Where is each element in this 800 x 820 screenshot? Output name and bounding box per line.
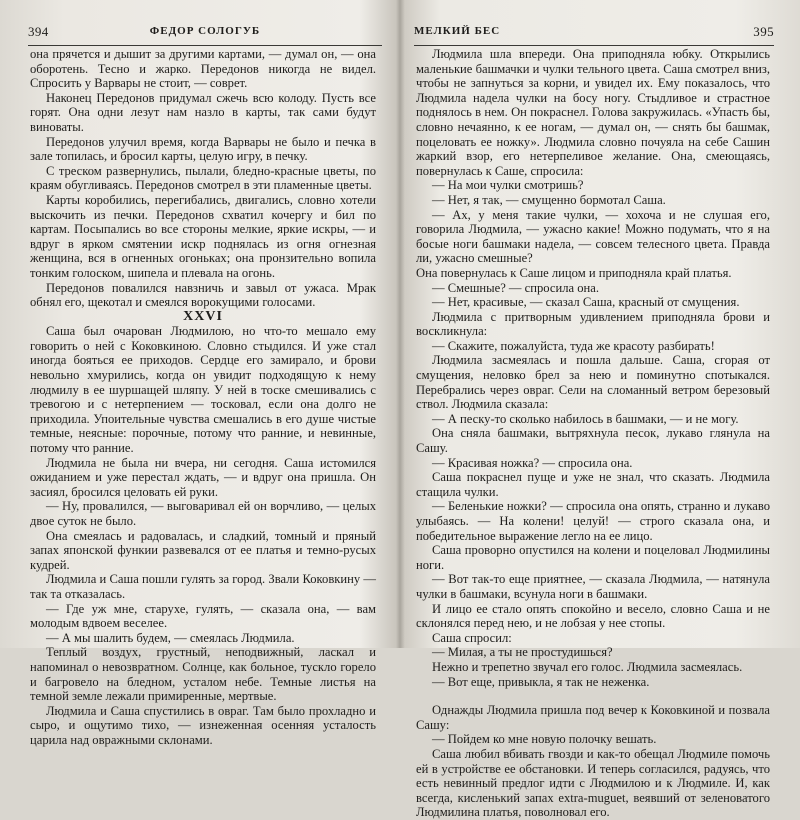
paragraph: Людмила и Саша пошли гулять за город. Звали Коковкину — так та отказалась. (30, 572, 376, 601)
left-text-before-chapter (30, 47, 376, 310)
paragraph: — Скажите, пожалуйста, туда же красоту разбирать! (432, 338, 715, 353)
paragraph: она прячется и дышит за другими картами, — думал он, — она оборотень. Тесно и жарко. Передонов никогда не видел. Спросить у Варвары не стоит, — соврет. (30, 47, 376, 91)
right-page-header (414, 24, 774, 46)
page-number: 394 (28, 24, 49, 39)
paragraph: — Пойдем ко мне новую полочку вешать. (432, 732, 657, 747)
right-text-after-break (416, 703, 770, 820)
left-page-header (28, 24, 382, 46)
paragraph: — Смешные? — спросила она. (432, 280, 600, 295)
paragraph: — Нет, я так, — смущенно бормотал Саша. (432, 192, 666, 207)
paragraph: Людмила не была ни вчера, ни сегодня. Саша истомился ожиданием и уже перестал ждать, — и вдруг она пришла. Он засиял, бросился целовать ей руки. (30, 455, 376, 499)
section-break (416, 689, 770, 703)
paragraph: Наконец Передонов придумал сжечь всю колоду. Пусть все горят. Она одни лезут нам назло в карты, так сами будут виноваты. (30, 90, 376, 134)
paragraph: — Ах, у меня такие чулки, — хохоча и не слушая его, говорила Людмила, — ужасно какие! Можно подумать, что я на босые ноги башмаки надела, — совсем телесного цвета. Правда ли, ужасно смешные? (416, 207, 770, 266)
paragraph: Она смеялась и радовалась, и сладкий, томный и пряный запах японской функии развевался от ее платья и темно-русых кудрей. (30, 528, 376, 572)
paragraph: Передонов повалился навзничь и завыл от ужаса. Мрак обнял его, щекотал и смеялся ворокущими голосами. (30, 280, 376, 310)
paragraph: Нежно и трепетно звучал его голос. Людмила засмеялась. (432, 659, 743, 674)
left-text-after-chapter (30, 324, 376, 747)
right-text-before-break (416, 47, 770, 689)
paragraph: Саша проворно опустился на колени и поцеловал Людмилины ноги. (416, 543, 770, 572)
left-page (0, 0, 398, 747)
paragraph: С треском развернулись, пылали, бледно-красные цветы, по краям обугливаясь. Передонов смотрел в эти пламенные цветы. (30, 163, 376, 193)
right-page (402, 0, 800, 820)
paragraph: — Нет, красивые, — сказал Саша, красный от смущения. (432, 295, 740, 310)
paragraph: Людмила с притворным удивлением приподняла брови и воскликнула: (416, 309, 770, 339)
right-page-text (416, 47, 770, 820)
running-head: ФЕДОР СОЛОГУБ (149, 25, 261, 37)
paragraph: — Вот еще, привыкла, я так не неженка. (432, 674, 650, 689)
paragraph: Она повернулась к Саше лицом и приподняла край платья. (416, 265, 732, 280)
paragraph: Саша любил вбивать гвозди и как-то обещал Людмиле помочь ей в устройстве ее обстановки. И теперь согласился, радуясь, что есть невинный предлог идти с Людмилою и к Людмиле. И, как всегда, кисленький запах extra-muguet, веявший от зеленоватого Людмилина платья, поволновал его. (416, 746, 770, 820)
paragraph: — Беленькие ножки? — спросила она опять, странно и лукаво улыбаясь. — На колени! целуй! — строго сказала она, и победительное выражение легло на ее лицо. (416, 499, 770, 543)
paragraph: — А мы шалить будем, — смеялась Людмила. (46, 630, 295, 645)
paragraph: — На мои чулки смотришь? (432, 178, 584, 193)
paragraph: Людмила шла впереди. Она приподняла юбку. Открылись маленькие башмачки и чулки тельного цвета. Саша смотрел вниз, чтобы не запнуться за корни, и увидел их. Ему показалось, что Людмила надела чулки на босу ногу. Стыдливое и страстное поднялось в нем. Он покраснел. Голова закружилась. «Упасть бы, словно нечаянно, к ее ногам, — думал он, — снять бы башмак, поцеловать ее ножку». Людмила словно почуяла на себе Сашин жаркий взор, его нетерпеливое желание. Она, смеющаясь, повернулась к Саше, спросила: (416, 47, 770, 178)
left-page-text (30, 47, 376, 747)
paragraph: — А песку-то сколько набилось в башмаки, — и не могу. (432, 411, 739, 426)
running-head: МЕЛКИЙ БЕС (414, 25, 501, 37)
paragraph: Теплый воздух, грустный, неподвижный, ласкал и напоминал о невозвратном. Солнце, как больное, тускло горело и багровело на бледном, усталом небе. Темные листья на темной земле лежали примиренные, мертвые. (30, 645, 376, 704)
chapter-heading: XXVI (183, 308, 223, 324)
paragraph: — Где уж мне, старухе, гулять, — сказала она, — вам молодым вдвоем веселее. (30, 601, 376, 631)
paragraph: Саша покраснел пуще и уже не знал, что сказать. Людмила стащила чулки. (416, 470, 770, 499)
paragraph: И лицо ее стало опять спокойно и весело, словно Саша и не склонялся перед нею, и не лобзая у нее стопы. (416, 601, 770, 631)
paragraph: Она сняла башмаки, вытряхнула песок, лукаво глянула на Сашу. (416, 426, 770, 456)
paragraph: Передонов улучил время, когда Варвары не было и печка в зале топилась, и бросил карты, целую игру, в печку. (30, 134, 376, 164)
paragraph: — Ну, провалился, — выговаривал ей он ворчливо, — целых двое суток не было. (30, 499, 376, 528)
paragraph: — Вот так-то еще приятнее, — сказала Людмила, — натянула чулки в башмаки, всунула ноги в башмаки. (416, 572, 770, 601)
paragraph: Саша был очарован Людмилою, но что-то мешало ему говорить о ней с Коковкиною. Словно стыдился. И уже стал иногда бояться ее приходов. Сердце его замирало, и брови невольно хмурились, когда он увидит подходящую к нему людмилу в ее шуршащей шляпу. У ней в тоске смешивались с тревогою и с нетерпением — тосковал, если она долго не приходила. Упоительные чувства смешались в его душе чистые темные, неясные: порочные, потому что ранние, и невинные, потому что ранние. (30, 324, 376, 456)
paragraph: Однажды Людмила пришла под вечер к Коковкиной и позвала Сашу: (416, 703, 770, 732)
paragraph: Саша спросил: (432, 630, 512, 645)
paragraph: Людмила и Саша спустились в овраг. Там было прохладно и сыро, и ощутимо тихо, — изнеженная осенняя усталость царила над овражными склонами. (30, 703, 376, 747)
paragraph: Карты коробились, перегибались, двигались, словно хотели выскочить из печки. Передонов схватил кочергу и бил по картам. Посыпались во все стороны мелкие, яркие искры, — и вдруг в ярком смятении искр поднялась из огня огнезная женщина, вся в огненных огоньках; она пронзительно вопила тонким голоском, шипела и плевала на огонь. (30, 192, 376, 280)
page-number: 395 (753, 24, 774, 39)
paragraph: — Красивая ножка? — спросила она. (432, 455, 633, 470)
paragraph: — Милая, а ты не простудишься? (432, 645, 613, 660)
paragraph: Людмила засмеялась и пошла дальше. Саша, сгорая от смущения, неловко брел за нею и поминутно спотыкался. Перебрались через овраг. Сели на сломанный ветром березовый ствол. Людмила сказала: (416, 353, 770, 412)
